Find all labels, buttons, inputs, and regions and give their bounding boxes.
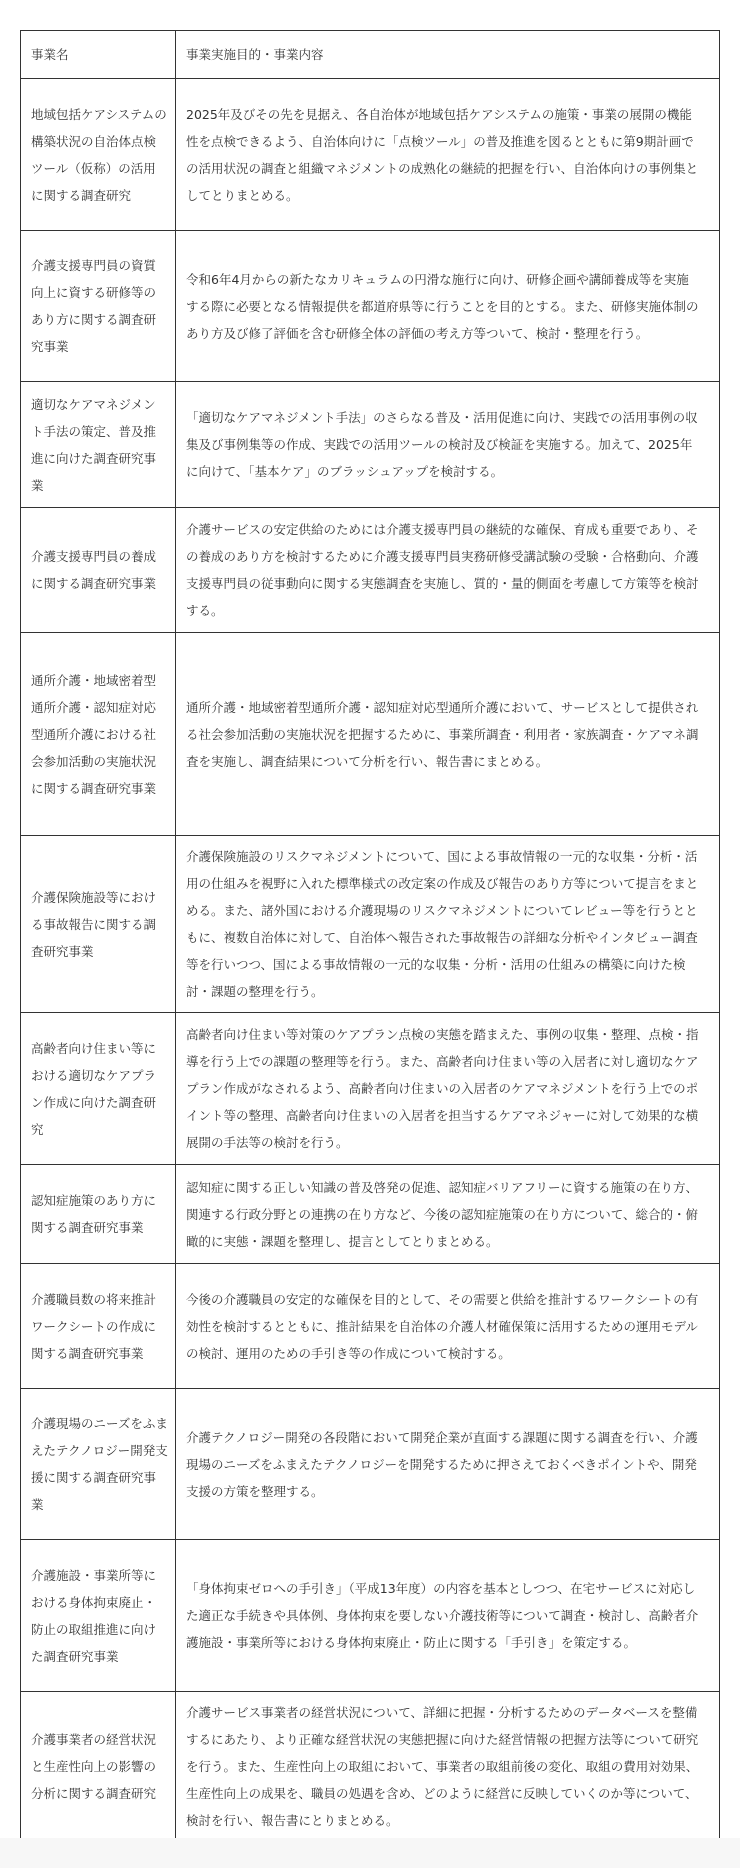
- header-project-content: 事業実施目的・事業内容: [176, 31, 720, 79]
- project-content-cell: 介護サービス事業者の経営状況について、詳細に把握・分析するためのデータベースを整備するにあたり、より正確な経営状況の実態把握に向けた経営情報の把握方法等について研究を行う。また、生産性向上の取組において、事業者の取組前後の変化、取組の費用対効果、生産性向上の成果を、職員の処遇を含め、どのように経営に反映していくのか等について、検討を行い、報告書にとりまとめる。: [176, 1692, 720, 1842]
- project-name-cell: 地域包括ケアシステムの構築状況の自治体点検ツール（仮称）の活用に関する調査研究: [21, 79, 176, 231]
- page-footer-band: [0, 1838, 740, 1868]
- project-content-cell: 介護サービスの安定供給のためには介護支援専門員の継続的な確保、育成も重要であり、その養成のあり方を検討するために介護支援専門員実務研修受講試験の受験・合格動向、介護支援専門員の従事動向に関する実態調査を実施し、質的・量的側面を考慮して方策等を検討する。: [176, 508, 720, 633]
- project-content-cell: 認知症に関する正しい知識の普及啓発の促進、認知症バリアフリーに資する施策の在り方、関連する行政分野との連携の在り方など、今後の認知症施策の在り方について、総合的・俯瞰的に実態・課題を整理し、提言としてとりまとめる。: [176, 1165, 720, 1264]
- project-name-cell: 適切なケアマネジメント手法の策定、普及推進に向けた調査研究事業: [21, 382, 176, 508]
- project-name-cell: 介護職員数の将来推計ワークシートの作成に関する調査研究事業: [21, 1264, 176, 1389]
- project-name-cell: 高齢者向け住まい等における適切なケアプラン作成に向けた調査研究: [21, 1013, 176, 1165]
- table-row: [21, 382, 720, 508]
- project-name-cell: 介護事業者の経営状況と生産性向上の影響の分析に関する調査研究: [21, 1692, 176, 1842]
- table-row: [21, 1692, 720, 1842]
- project-name-cell: 介護保険施設等における事故報告に関する調査研究事業: [21, 836, 176, 1013]
- project-name-cell: 介護支援専門員の資質向上に資する研修等のあり方に関する調査研究事業: [21, 231, 176, 382]
- project-name-cell: 介護支援専門員の養成に関する調査研究事業: [21, 508, 176, 633]
- table-row: [21, 1165, 720, 1264]
- project-content-cell: 「適切なケアマネジメント手法」のさらなる普及・活用促進に向け、実践での活用事例の収集及び事例集等の作成、実践での活用ツールの検討及び検証を実施する。加えて、2025年に向けて、「基本ケア」のブラッシュアップを検討する。: [176, 382, 720, 508]
- table-header-row: [21, 31, 720, 79]
- table-row: [21, 1389, 720, 1540]
- table-row: [21, 79, 720, 231]
- project-name-cell: 介護現場のニーズをふまえたテクノロジー開発支援に関する調査研究事業: [21, 1389, 176, 1540]
- table-row: [21, 1264, 720, 1389]
- project-content-cell: 2025年及びその先を見据え、各自治体が地域包括ケアシステムの施策・事業の展開の機能性を点検できるよう、自治体向けに「点検ツール」の普及推進を図るとともに第9期計画での活用状況の調査と組織マネジメントの成熟化の継続的把握を行い、自治体向けの事例集としてとりまとめる。: [176, 79, 720, 231]
- project-table: [20, 30, 720, 1842]
- table-row: [21, 633, 720, 836]
- table-row: [21, 1540, 720, 1692]
- project-content-cell: 高齢者向け住まい等対策のケアプラン点検の実態を踏まえた、事例の収集・整理、点検・指導を行う上での課題の整理等を行う。また、高齢者向け住まい等の入居者に対し適切なケアプラン作成がなされるよう、高齢者向け住まいの入居者のケアマネジメントを行う上でのポイント等の整理、高齢者向け住まいの入居者を担当するケアマネジャーに対して効果的な横展開の手法等の検討を行う。: [176, 1013, 720, 1165]
- project-name-cell: 通所介護・地域密着型通所介護・認知症対応型通所介護における社会参加活動の実施状況に関する調査研究事業: [21, 633, 176, 836]
- project-content-cell: 介護テクノロジー開発の各段階において開発企業が直面する課題に関する調査を行い、介護現場のニーズをふまえたテクノロジーを開発するために押さえておくべきポイントや、開発支援の方策を整理する。: [176, 1389, 720, 1540]
- table-row: [21, 1013, 720, 1165]
- project-content-cell: 介護保険施設のリスクマネジメントについて、国による事故情報の一元的な収集・分析・活用の仕組みを視野に入れた標準様式の改定案の作成及び報告のあり方等について提言をまとめる。また、諸外国における介護現場のリスクマネジメントについてレビュー等を行うとともに、複数自治体に対して、自治体へ報告された事故報告の詳細な分析やインタビュー調査等を行いつつ、国による事故情報の一元的な収集・分析・活用の仕組みの構築に向けた検討・課題の整理を行う。: [176, 836, 720, 1013]
- project-content-cell: 今後の介護職員の安定的な確保を目的として、その需要と供給を推計するワークシートの有効性を検討するとともに、推計結果を自治体の介護人材確保策に活用するための運用モデルの検討、運用のための手引き等の作成について検討する。: [176, 1264, 720, 1389]
- table-row: [21, 231, 720, 382]
- table-row: [21, 836, 720, 1013]
- header-project-name: 事業名: [21, 31, 176, 79]
- table-row: [21, 508, 720, 633]
- project-name-cell: 認知症施策のあり方に関する調査研究事業: [21, 1165, 176, 1264]
- project-content-cell: 令和6年4月からの新たなカリキュラムの円滑な施行に向け、研修企画や講師養成等を実施する際に必要となる情報提供を都道府県等に行うことを目的とする。また、研修実施体制のあり方及び修了評価を含む研修全体の評価の考え方等ついて、検討・整理を行う。: [176, 231, 720, 382]
- project-content-cell: 通所介護・地域密着型通所介護・認知症対応型通所介護において、サービスとして提供される社会参加活動の実施状況を把握するために、事業所調査・利用者・家族調査・ケアマネ調査を実施し、調査結果について分析を行い、報告書にまとめる。: [176, 633, 720, 836]
- project-content-cell: 「身体拘束ゼロへの手引き」（平成13年度）の内容を基本としつつ、在宅サービスに対応した適正な手続きや具体例、身体拘束を要しない介護技術等について調査・検討し、高齢者介護施設・事業所等における身体拘束廃止・防止に関する「手引き」を策定する。: [176, 1540, 720, 1692]
- project-name-cell: 介護施設・事業所等における身体拘束廃止・防止の取組推進に向けた調査研究事業: [21, 1540, 176, 1692]
